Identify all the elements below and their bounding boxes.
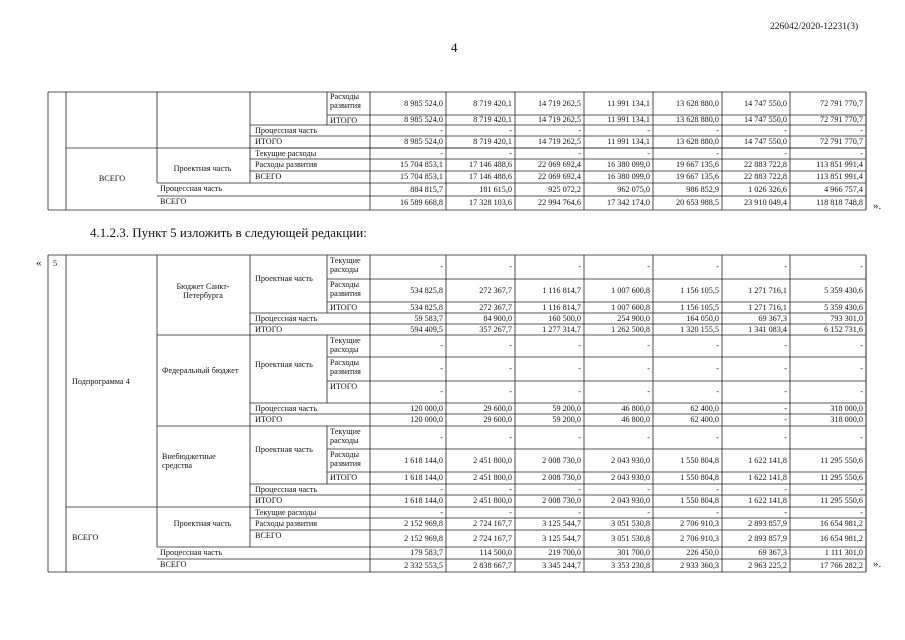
t2-source-proj: Проектная часть xyxy=(255,360,313,369)
t2-cell: 59 200,0 xyxy=(552,403,581,413)
t1-cell: 8 719 420,1 xyxy=(473,137,512,146)
t1-cell: 14 747 550,0 xyxy=(744,137,787,146)
t2-total-cell: 2 724 167,7 xyxy=(473,533,512,543)
section-heading: 4.1.2.3. Пункт 5 изложить в следующей редакции: xyxy=(90,225,367,240)
t1-cell: - xyxy=(784,148,787,158)
t2-total-cell: 69 367,3 xyxy=(758,548,787,557)
opening-quote: « xyxy=(36,257,42,269)
t1-row-label: Расходы развития xyxy=(330,92,361,110)
t1-row-label: Текущие расходы xyxy=(255,149,317,158)
t2-cell: 1 622 141,8 xyxy=(748,455,787,465)
t2-cell: 29 600,0 xyxy=(483,403,512,413)
t1-row-label: ИТОГО xyxy=(255,137,283,146)
t2-cell: - xyxy=(784,403,787,413)
t2-cell: 1 007 600,8 xyxy=(611,302,650,312)
t2-cell: 59 583,7 xyxy=(414,313,443,323)
t1-cell: 23 910 049,4 xyxy=(744,198,787,207)
t1-cell: 14 747 550,0 xyxy=(744,98,787,108)
t2-total-cell: - xyxy=(716,507,719,517)
t2-cell: 2 451 800,0 xyxy=(473,496,512,505)
t2-cell: 46 800,0 xyxy=(621,403,650,413)
t2-cell: - xyxy=(440,432,443,442)
t2-row-label: Процессная часть xyxy=(255,485,318,494)
t1-cell: 22 994 764,6 xyxy=(538,198,581,207)
t2-row-label: ИТОГО xyxy=(255,496,283,505)
t1-cell: - xyxy=(509,148,512,158)
t2-cell: 120 000,0 xyxy=(410,415,443,424)
t2-cell: - xyxy=(440,484,443,494)
t2-source-name: Внебюджетные средства xyxy=(162,452,216,470)
t2-total-cell: - xyxy=(578,507,581,517)
t2-cell: 11 295 550,6 xyxy=(820,455,863,465)
t1-cell: - xyxy=(647,125,650,135)
t2-total-cell: 3 345 244,7 xyxy=(542,560,581,570)
t2-total-cell: - xyxy=(784,507,787,517)
t2-row-label: ИТОГО xyxy=(330,473,358,482)
t2-cell: - xyxy=(509,432,512,442)
t1-cell: - xyxy=(716,125,719,135)
t2-cell: - xyxy=(647,432,650,442)
t2-total-cell: - xyxy=(440,507,443,517)
t1-cell: - xyxy=(860,125,863,135)
t1-cell: 1 026 326,6 xyxy=(748,184,787,194)
t2-cell: 272 367,7 xyxy=(479,285,512,295)
t2-row-label: ИТОГО xyxy=(330,303,358,312)
t2-cell: 254 900,0 xyxy=(617,313,650,323)
t2-total-cell: - xyxy=(860,507,863,517)
t1-cell: 113 851 991,4 xyxy=(816,172,863,181)
t2-total-cell: 2 152 969,8 xyxy=(404,519,443,528)
t1-cell: 16 589 668,8 xyxy=(400,198,443,207)
t2-cell: - xyxy=(860,387,863,396)
t1-cell: - xyxy=(716,148,719,158)
t1-row-label: ВСЕГО xyxy=(160,197,187,206)
t1-cell: 72 791 770,7 xyxy=(820,98,863,108)
t2-cell: 46 800,0 xyxy=(621,415,650,424)
t1-cell: 20 653 988,5 xyxy=(676,198,719,207)
t2-total-label: ВСЕГО xyxy=(160,560,187,569)
t1-cell: 19 667 135,6 xyxy=(676,172,719,181)
t2-row-label: Расходы развития xyxy=(330,450,361,468)
t1-cell: 17 342 174,0 xyxy=(607,198,650,207)
t2-total-cell: 3 051 530,8 xyxy=(611,519,650,528)
t2-cell: 2 008 730,0 xyxy=(542,473,581,482)
t2-cell: 1 550 804,8 xyxy=(680,455,719,465)
t2-cell: 534 825,8 xyxy=(410,302,443,312)
t1-cell: 11 991 134,1 xyxy=(607,98,650,108)
t2-cell: 164 050,0 xyxy=(686,313,719,323)
t2-cell: - xyxy=(860,341,863,350)
t1-cell: - xyxy=(578,148,581,158)
t2-cell: 2 008 730,0 xyxy=(542,496,581,505)
t2-row-label: Расходы развития xyxy=(330,280,361,298)
t2-cell: - xyxy=(647,484,650,494)
t2-cell: - xyxy=(716,484,719,494)
t2-cell: - xyxy=(509,262,512,271)
t1-cell: 13 628 880,0 xyxy=(676,115,719,124)
t1-cell: 13 628 880,0 xyxy=(676,98,719,108)
t1-cell: - xyxy=(647,148,650,158)
t1-group-vsego: ВСЕГО xyxy=(98,174,126,183)
t2-total-cell: 301 700,0 xyxy=(617,548,650,557)
t2-cell: 29 600,0 xyxy=(483,415,512,424)
t2-cell: - xyxy=(578,341,581,350)
t2-cell: 2 043 930,0 xyxy=(611,473,650,482)
t2-row-label: ИТОГО xyxy=(255,415,283,424)
t2-total-label: Текущие расходы xyxy=(255,508,317,517)
t1-cell: 15 704 853,1 xyxy=(400,160,443,169)
t1-cell: 113 851 991,4 xyxy=(816,160,863,169)
t1-cell: 986 852,9 xyxy=(686,184,719,194)
t2-cell: - xyxy=(784,387,787,396)
t2-cell: - xyxy=(440,364,443,373)
t2-total-label: ВСЕГО xyxy=(255,531,282,540)
t2-cell: 11 295 550,6 xyxy=(820,496,863,505)
t1-cell: 19 667 135,6 xyxy=(676,160,719,169)
t2-row-label: Процессная часть xyxy=(255,314,318,323)
t2-cell: - xyxy=(578,262,581,271)
t1-cell: 11 991 134,1 xyxy=(607,137,650,146)
t2-cell: - xyxy=(509,364,512,373)
t1-cell: 14 719 262,5 xyxy=(538,137,581,146)
t1-cell: - xyxy=(578,125,581,135)
t2-row-num: 5 xyxy=(53,259,58,268)
t1-cell: 22 883 722,8 xyxy=(744,172,787,181)
t2-cell: 534 825,8 xyxy=(410,285,443,295)
t1-cell: 15 704 853,1 xyxy=(400,172,443,181)
t2-total-cell: 1 111 301,0 xyxy=(824,548,863,557)
t2-cell: 1 271 716,1 xyxy=(748,285,787,295)
t2-cell: - xyxy=(509,387,512,396)
t2-total-cell: 2 963 225,2 xyxy=(748,560,787,570)
t2-cell: 272 367,7 xyxy=(479,302,512,312)
t2-source-proj: Проектная часть xyxy=(255,445,313,454)
t2-cell: 1 618 144,0 xyxy=(404,455,443,465)
t2-cell: 160 500,0 xyxy=(548,313,581,323)
t2-total-cell: 226 450,0 xyxy=(686,548,719,557)
t1-cell: 4 966 757,4 xyxy=(824,184,863,194)
t2-cell: 1 156 105,5 xyxy=(680,285,719,295)
t2-total-cell: 219 700,0 xyxy=(548,548,581,557)
t1-row-label: ИТОГО xyxy=(330,116,358,125)
t2-total-cell: 3 051 530,8 xyxy=(611,533,650,543)
t2-total-cell: 17 766 282,2 xyxy=(820,560,863,570)
t2-cell: 1 007 600,8 xyxy=(611,285,650,295)
t1-cell: - xyxy=(784,125,787,135)
t1-cell: 8 719 420,1 xyxy=(473,115,512,124)
t2-cell: - xyxy=(647,387,650,396)
t1-row-label: ВСЕГО xyxy=(255,172,282,181)
t1-cell: 72 791 770,7 xyxy=(820,137,863,146)
t1-cell: 884 815,7 xyxy=(410,184,443,194)
t2-cell: - xyxy=(716,387,719,396)
t2-cell: 1 550 804,8 xyxy=(680,473,719,482)
t2-total-label: Расходы развития xyxy=(255,519,318,528)
t1-cell: 8 719 420,1 xyxy=(473,98,512,108)
t1-cell: - xyxy=(440,125,443,135)
t2-cell: - xyxy=(647,341,650,350)
t2-cell: - xyxy=(716,341,719,350)
t2-program: Подпрограмма 4 xyxy=(72,377,130,386)
t2-total-cell: 2 893 857,9 xyxy=(748,533,787,543)
t2-total-cell: 3 125 544,7 xyxy=(542,533,581,543)
t1-cell: 118 818 748,8 xyxy=(816,198,863,207)
t2-total-cell: - xyxy=(509,507,512,517)
t2-cell: - xyxy=(784,262,787,271)
t2-cell: 1 618 144,0 xyxy=(404,496,443,505)
t2-row-label: Текущие расходы xyxy=(330,256,361,274)
t2-cell: - xyxy=(860,262,863,271)
t1-cell: 17 146 488,6 xyxy=(469,172,512,181)
t2-total-cell: 16 654 981,2 xyxy=(820,519,863,528)
t2-total-cell: - xyxy=(647,507,650,517)
t2-cell: - xyxy=(578,484,581,494)
t2-cell: - xyxy=(716,432,719,442)
t2-source-proj: Проектная часть xyxy=(255,274,313,283)
closing-quote-2: ». xyxy=(873,558,882,570)
t1-group-proj: Проектная часть xyxy=(173,164,232,173)
t1-row-label: Расходы развития xyxy=(255,160,318,169)
t2-cell: 793 301,0 xyxy=(830,313,863,323)
t2-cell: 62 400,0 xyxy=(690,403,719,413)
t2-total-cell: 3 353 230,8 xyxy=(611,560,650,570)
t2-cell: 120 000,0 xyxy=(410,403,443,413)
t2-cell: 59 200,0 xyxy=(552,415,581,424)
t2-cell: 62 400,0 xyxy=(690,415,719,424)
t2-cell: 318 000,0 xyxy=(830,403,863,413)
t2-cell: 1 320 155,5 xyxy=(680,324,719,334)
t2-total-cell: 2 838 667,7 xyxy=(473,560,512,570)
t2-cell: - xyxy=(509,484,512,494)
t2-total-cell: 2 332 553,5 xyxy=(404,560,443,570)
t1-cell: - xyxy=(440,148,443,158)
t2-total-cell: 2 893 857,9 xyxy=(748,519,787,528)
t2-total-cell: 2 724 167,7 xyxy=(473,519,512,528)
t2-cell: 1 618 144,0 xyxy=(404,473,443,482)
t2-cell: 2 043 930,0 xyxy=(611,496,650,505)
t2-cell: 318 000,0 xyxy=(830,415,863,424)
t1-cell: 14 719 262,5 xyxy=(538,115,581,124)
t2-cell: - xyxy=(578,432,581,442)
t2-cell: - xyxy=(716,262,719,271)
t1-cell: 8 985 524,0 xyxy=(404,98,443,108)
t2-cell: 84 900,0 xyxy=(483,313,512,323)
t1-cell: 8 985 524,0 xyxy=(404,115,443,124)
t1-cell: 962 075,0 xyxy=(617,184,650,194)
t2-cell: - xyxy=(578,387,581,396)
t2-row-label: Процессная часть xyxy=(255,404,318,413)
t2-cell: - xyxy=(440,387,443,396)
t2-cell: - xyxy=(784,364,787,373)
t2-total-vsego: ВСЕГО xyxy=(72,533,99,542)
t2-cell: 1 156 105,5 xyxy=(680,302,719,312)
closing-quote-1: ». xyxy=(873,200,882,212)
t1-cell: 17 146 488,6 xyxy=(469,160,512,169)
t1-cell: 22 883 722,8 xyxy=(744,160,787,169)
t2-cell: - xyxy=(860,432,863,442)
t1-cell: 22 069 692,4 xyxy=(538,160,581,169)
t2-cell: - xyxy=(784,341,787,350)
t2-cell: - xyxy=(647,364,650,373)
t2-cell: 69 367,3 xyxy=(758,313,787,323)
t2-cell: 2 043 930,0 xyxy=(611,455,650,465)
t1-cell: 72 791 770,7 xyxy=(820,115,863,124)
t2-total-cell: 2 706 910,3 xyxy=(680,533,719,543)
t2-cell: 1 116 814,7 xyxy=(542,285,581,295)
t2-total-cell: 114 500,0 xyxy=(479,548,512,557)
t2-cell: 11 295 550,6 xyxy=(820,473,863,482)
t1-cell: 22 069 692,4 xyxy=(538,172,581,181)
t2-cell: 1 622 141,8 xyxy=(748,496,787,505)
t2-source-name: Федеральный бюджет xyxy=(162,366,239,375)
t1-cell: 16 380 099,0 xyxy=(607,172,650,181)
t1-cell: 16 380 099,0 xyxy=(607,160,650,169)
t2-row-label: ИТОГО xyxy=(330,382,358,391)
t2-cell: 2 451 800,0 xyxy=(473,473,512,482)
t1-cell: 17 328 103,6 xyxy=(469,198,512,207)
t2-row-label: Текущие расходы xyxy=(330,427,361,445)
t2-cell: 2 451 800,0 xyxy=(473,455,512,465)
t2-cell: - xyxy=(647,262,650,271)
t2-total-cell: 16 654 981,2 xyxy=(820,533,863,543)
t2-cell: - xyxy=(784,415,787,424)
t2-cell: - xyxy=(860,364,863,373)
t2-cell: 1 116 814,7 xyxy=(542,302,581,312)
t2-cell: - xyxy=(784,484,787,494)
t1-cell: - xyxy=(509,125,512,135)
t2-cell: 2 008 730,0 xyxy=(542,455,581,465)
t2-total-cell: 2 706 910,3 xyxy=(680,519,719,528)
t2-cell: 1 622 141,8 xyxy=(748,473,787,482)
t2-cell: 1 271 716,1 xyxy=(748,302,787,312)
t2-cell: 6 152 731,6 xyxy=(824,324,863,334)
page-number: 4 xyxy=(451,40,458,55)
t2-cell: - xyxy=(716,364,719,373)
t2-total-proj: Проектная часть xyxy=(173,519,232,528)
t1-row-label: Процессная часть xyxy=(255,126,318,135)
t2-cell: - xyxy=(440,262,443,271)
t2-cell: - xyxy=(440,341,443,350)
t1-cell: 11 991 134,1 xyxy=(607,115,650,124)
t2-total-cell: 2 152 969,8 xyxy=(404,533,443,543)
t1-cell: 181 615,0 xyxy=(479,184,512,194)
t2-row-label: Текущие расходы xyxy=(330,336,361,354)
t2-row-label: Расходы развития xyxy=(330,358,361,376)
t2-cell: 1 550 804,8 xyxy=(680,496,719,505)
t1-cell: 14 747 550,0 xyxy=(744,115,787,124)
t1-row-label: Процессная часть xyxy=(160,184,223,193)
t2-row-label: ИТОГО xyxy=(255,325,283,334)
t2-total-cell: 2 933 360,3 xyxy=(680,560,719,570)
t2-total-label: Процессная часть xyxy=(160,548,223,557)
t2-cell: 357 267,7 xyxy=(479,324,512,334)
t1-cell: 8 985 524,0 xyxy=(404,137,443,146)
t2-cell: 1 341 083,4 xyxy=(748,324,787,334)
t2-cell: 5 359 430,6 xyxy=(824,285,863,295)
document-number: 226042/2020-12231(3) xyxy=(770,22,859,32)
t1-cell: 925 072,2 xyxy=(548,184,581,194)
t1-cell: - xyxy=(860,148,863,158)
t2-total-cell: 179 583,7 xyxy=(410,548,443,557)
t2-cell: - xyxy=(860,484,863,494)
t2-cell: 594 409,5 xyxy=(410,324,443,334)
t2-total-cell: 3 125 544,7 xyxy=(542,519,581,528)
t2-source-name: Бюджет Санкт-Петербурга xyxy=(176,282,230,300)
t1-cell: 14 719 262,5 xyxy=(538,98,581,108)
t2-cell: 1 262 500,8 xyxy=(611,324,650,334)
t2-cell: - xyxy=(509,341,512,350)
t2-cell: - xyxy=(578,364,581,373)
t2-cell: 1 277 314,7 xyxy=(542,324,581,334)
t2-cell: - xyxy=(784,432,787,442)
t1-cell: 13 628 880,0 xyxy=(676,137,719,146)
t2-cell: 5 359 430,6 xyxy=(824,302,863,312)
